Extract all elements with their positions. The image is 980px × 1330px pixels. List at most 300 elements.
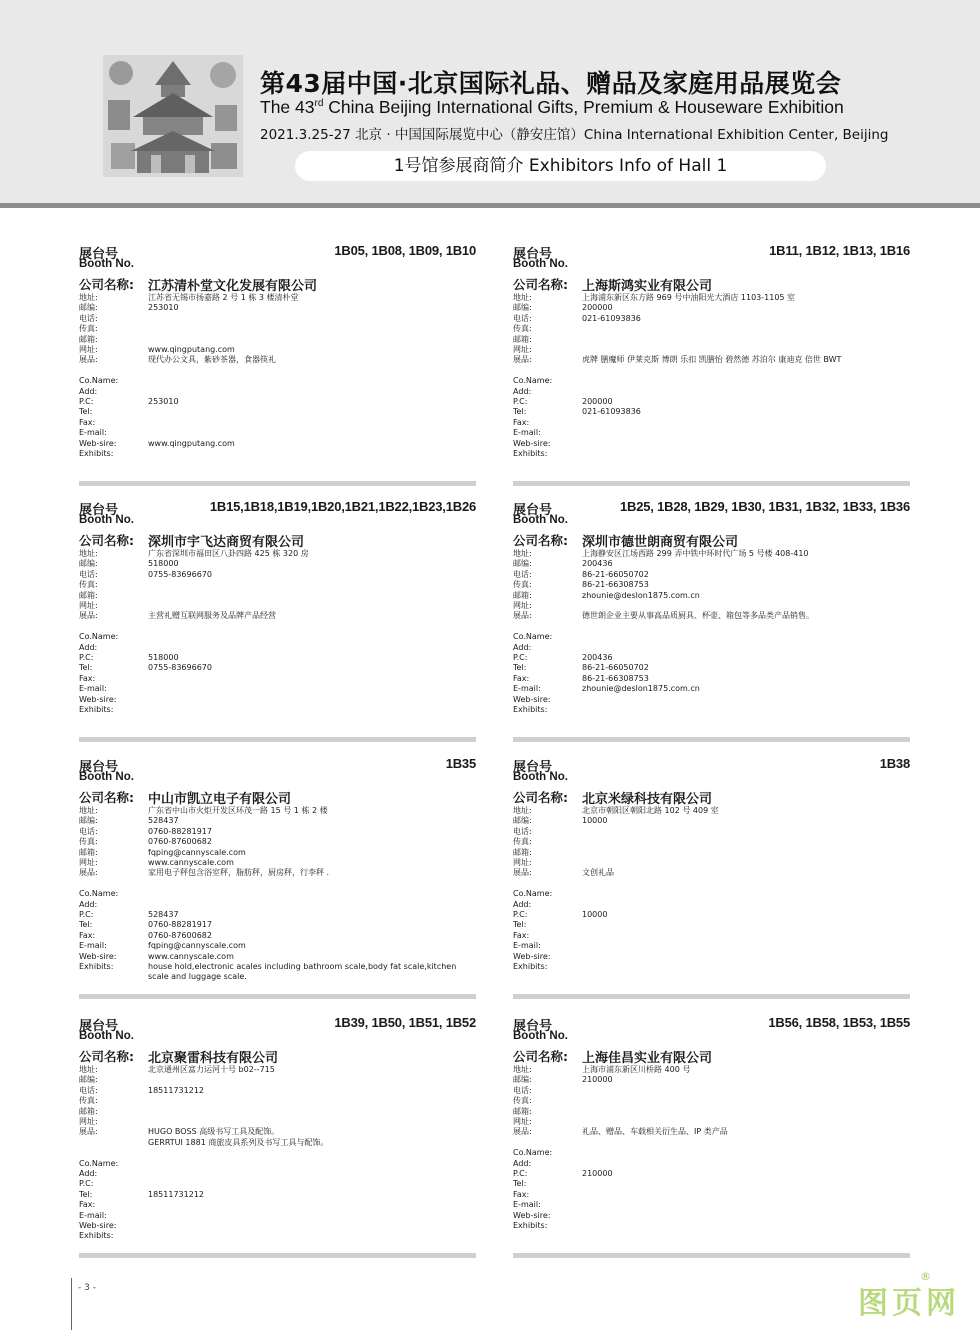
- cn-email-row: [79, 335, 476, 345]
- en-co-value: [148, 1159, 476, 1169]
- card-divider: [513, 737, 910, 742]
- cn-web-value: www.cannyscale.com: [148, 858, 234, 868]
- en-tel-value: 86-21-66050702: [582, 663, 649, 673]
- en-exh-value: [148, 449, 476, 459]
- en-web-label: Web-sire:: [79, 951, 117, 961]
- en-fax-label: Fax:: [79, 1200, 96, 1210]
- cn-web-row: [513, 345, 910, 355]
- cn-email-row: [513, 335, 910, 345]
- cn-post-value: [148, 1075, 476, 1085]
- cn-email-label: 邮箱:: [79, 590, 98, 600]
- cn-exh-label: 展品:: [79, 611, 98, 621]
- cn-addr-value: 上海静安区江场西路 299 弄中铁中环时代广场 5 号楼 408-410: [582, 549, 809, 558]
- cn-fax-value: [148, 1096, 476, 1106]
- cn-email-label: 邮箱:: [513, 847, 532, 857]
- en-fax-row: [513, 1190, 910, 1200]
- en-tel-label: Tel:: [79, 1189, 93, 1199]
- booth-label-cn: 展台号: [79, 247, 119, 262]
- en-pc-value: 518000: [148, 653, 179, 663]
- contact-fields: [79, 1065, 476, 1242]
- en-fax-value: [582, 418, 910, 428]
- cn-exh-label: 展品:: [513, 611, 532, 621]
- cn-exh-row: [513, 611, 910, 621]
- cn-web-row: [513, 601, 910, 611]
- contact-fields: [513, 1065, 910, 1231]
- en-exh-value: [148, 1231, 476, 1241]
- en-tel-row: [79, 1190, 476, 1200]
- registered-mark: ®: [920, 1270, 931, 1283]
- en-web-row: [513, 952, 910, 962]
- en-email-label: E-mail:: [79, 941, 107, 951]
- cn-post-value: 528437: [148, 816, 179, 826]
- exhibition-logo-icon: [103, 55, 243, 177]
- en-fax-value: [582, 1190, 910, 1200]
- cn-email-row: [513, 1107, 910, 1117]
- en-co-row: [79, 889, 476, 899]
- card-divider: [513, 481, 910, 486]
- booth-label-cn: 展台号: [79, 760, 119, 775]
- en-co-label: Co.Name:: [79, 889, 119, 899]
- cn-tel-row: [513, 570, 910, 580]
- en-co-value: [148, 632, 476, 642]
- cn-web-value: www.qingputang.com: [148, 345, 235, 355]
- en-fax-row: [513, 931, 910, 941]
- en-exh-row: [513, 449, 910, 459]
- en-tel-label: Tel:: [513, 1179, 527, 1189]
- cn-exh-label: 展品:: [513, 355, 532, 365]
- cn-addr-value: 广东省中山市火炬开发区环茂一路 15 号 1 栋 2 楼: [148, 806, 328, 815]
- booth-number: 1B25, 1B28, 1B29, 1B30, 1B31, 1B32, 1B33, 1B36: [620, 499, 910, 514]
- en-tel-row: [79, 407, 476, 417]
- booth-label-en: Booth No.: [513, 258, 568, 270]
- en-email-value: [582, 1200, 910, 1210]
- company-name: 北京米绿科技有限公司: [582, 792, 713, 807]
- en-web-value: [148, 695, 476, 705]
- contact-fields: [79, 293, 476, 459]
- en-add-value: [582, 1159, 910, 1169]
- cn-exh-row: [79, 1127, 476, 1148]
- en-pc-value: 10000: [582, 910, 608, 920]
- en-fax-label: Fax:: [79, 417, 96, 427]
- en-fax-value: [148, 674, 476, 684]
- cn-email-row: [79, 848, 476, 858]
- booth-number: 1B38: [879, 756, 910, 771]
- en-tel-label: Tel:: [513, 663, 527, 673]
- en-exh-row: [513, 962, 910, 972]
- cn-fax-label: 传真:: [79, 1096, 98, 1106]
- card-divider: [513, 994, 910, 999]
- cn-post-label: 邮编:: [79, 559, 98, 569]
- en-pc-value: 528437: [148, 910, 179, 920]
- cn-addr-row: [513, 293, 910, 303]
- en-fax-value: 0760-87600682: [148, 930, 212, 940]
- cn-fax-row: [513, 324, 910, 334]
- booth-label-en: Booth No.: [513, 514, 568, 526]
- cn-email-label: 邮箱:: [79, 1106, 98, 1116]
- en-pc-label: P.C:: [513, 910, 528, 920]
- cn-tel-label: 电话:: [513, 313, 532, 323]
- en-exh-label: Exhibits:: [79, 1231, 114, 1241]
- en-pc-row: [79, 653, 476, 663]
- cn-tel-label: 电话:: [513, 1085, 532, 1095]
- contact-fields: [513, 293, 910, 459]
- en-add-row: [79, 387, 476, 397]
- en-web-label: Web-sire:: [513, 694, 551, 704]
- en-email-value: [582, 941, 910, 951]
- en-add-row: [513, 1159, 910, 1169]
- en-pc-label: P.C:: [79, 910, 94, 920]
- booth-label-en: Booth No.: [79, 514, 134, 526]
- en-exh-value: house hold,electronic acales including bathroom scale,body fat scale,kitchen scale and luggage scale.: [148, 962, 459, 982]
- en-co-label: Co.Name:: [513, 376, 553, 386]
- cn-exh-value: HUGO BOSS 高级书写工具及配饰。 GERRTUI 1881 商旅皮具系列及书写工具与配饰。: [148, 1127, 329, 1147]
- cn-email-row: [513, 591, 910, 601]
- en-add-value: [148, 1169, 476, 1179]
- en-exh-row: [79, 705, 476, 715]
- cn-post-value: 200000: [582, 303, 613, 313]
- cn-fax-row: [513, 1096, 910, 1106]
- en-add-label: Add:: [513, 1158, 532, 1168]
- en-email-value: fqping@cannyscale.com: [148, 941, 246, 951]
- en-exh-label: Exhibits:: [513, 962, 548, 972]
- cn-fax-value: [582, 837, 910, 847]
- cn-exh-label: 展品:: [79, 868, 98, 878]
- booth-number: 1B15,1B18,1B19,1B20,1B21,1B22,1B23,1B26: [209, 499, 476, 514]
- cn-addr-label: 地址:: [513, 293, 532, 302]
- en-tel-value: 18511731212: [148, 1189, 204, 1199]
- en-pc-label: P.C:: [513, 397, 528, 407]
- en-web-label: Web-sire:: [513, 438, 551, 448]
- en-add-label: Add:: [79, 899, 98, 909]
- en-co-row: [513, 1148, 910, 1158]
- en-fax-value: [148, 1200, 476, 1210]
- en-add-label: Add:: [79, 642, 98, 652]
- company-label: 公司名称:: [79, 790, 134, 805]
- en-exh-label: Exhibits:: [79, 962, 114, 972]
- en-add-label: Add:: [513, 386, 532, 396]
- en-co-label: Co.Name:: [513, 1148, 553, 1158]
- cn-addr-row: [513, 1065, 910, 1075]
- booth-label-en: Booth No.: [513, 771, 568, 783]
- en-web-row: [513, 1211, 910, 1221]
- contact-fields: [513, 549, 910, 715]
- cn-fax-label: 传真:: [79, 580, 98, 590]
- en-tel-row: [513, 663, 910, 673]
- cn-fax-row: [513, 837, 910, 847]
- cn-addr-value: 广东省深圳市福田区八卦四路 425 栋 320 房: [148, 549, 309, 558]
- company-label: 公司名称:: [513, 790, 568, 805]
- cn-tel-row: [79, 570, 476, 580]
- en-fax-label: Fax:: [513, 673, 530, 683]
- en-add-row: [513, 387, 910, 397]
- en-exh-label: Exhibits:: [79, 449, 114, 459]
- cn-web-label: 网址:: [513, 1117, 532, 1127]
- en-co-row: [513, 632, 910, 642]
- cn-fax-value: [582, 1096, 910, 1106]
- en-tel-row: [513, 1179, 910, 1189]
- en-web-value: [582, 695, 910, 705]
- exhibitor-card: [513, 499, 910, 749]
- en-exh-value: [582, 705, 910, 715]
- en-co-label: Co.Name:: [513, 632, 553, 642]
- page-number: - 3 -: [78, 1283, 96, 1293]
- cn-tel-row: [513, 314, 910, 324]
- company-label: 公司名称:: [79, 533, 134, 548]
- en-web-label: Web-sire:: [79, 694, 117, 704]
- cn-tel-label: 电话:: [79, 313, 98, 323]
- en-tel-row: [79, 920, 476, 930]
- company-name: 上海斯鸿实业有限公司: [582, 279, 713, 294]
- en-fax-value: [582, 931, 910, 941]
- cn-post-row: [79, 303, 476, 313]
- en-email-row: [513, 1200, 910, 1210]
- cn-tel-value: 0760-88281917: [148, 826, 212, 836]
- cn-post-label: 邮编:: [513, 816, 532, 826]
- en-web-row: [79, 1221, 476, 1231]
- cn-addr-label: 地址:: [513, 806, 532, 815]
- en-fax-value: [148, 418, 476, 428]
- booth-number: 1B05, 1B08, 1B09, 1B10: [334, 243, 476, 258]
- exhibitor-card: [79, 243, 476, 493]
- en-exh-row: [79, 962, 476, 983]
- booth-number: 1B35: [445, 756, 476, 771]
- booth-label-cn: 展台号: [79, 503, 119, 518]
- watermark: 图页网: [858, 1286, 960, 1321]
- cn-web-label: 网址:: [79, 601, 98, 611]
- cn-addr-label: 地址:: [513, 1065, 532, 1074]
- cn-tel-value: [582, 1086, 910, 1096]
- en-fax-value: 86-21-66308753: [582, 673, 649, 683]
- en-pc-row: [513, 910, 910, 920]
- cn-exh-value: 文创礼品: [582, 868, 614, 878]
- en-web-row: [513, 439, 910, 449]
- booth-number: 1B11, 1B12, 1B13, 1B16: [769, 243, 910, 258]
- en-co-label: Co.Name:: [513, 889, 553, 899]
- en-pc-label: P.C:: [79, 653, 94, 663]
- cn-addr-row: [79, 1065, 476, 1075]
- cn-post-label: 邮编:: [513, 303, 532, 313]
- cn-exh-row: [79, 611, 476, 621]
- cn-fax-label: 传真:: [79, 837, 98, 847]
- booth-label-en: Booth No.: [513, 1030, 568, 1042]
- cn-web-label: 网址:: [79, 1117, 98, 1127]
- company-label: 公司名称:: [513, 533, 568, 548]
- en-co-row: [79, 1159, 476, 1169]
- company-label: 公司名称:: [513, 277, 568, 292]
- en-email-row: [79, 428, 476, 438]
- cn-email-label: 邮箱:: [79, 847, 98, 857]
- hall-title: 1号馆参展商简介 Exhibitors Info of Hall 1: [295, 151, 826, 181]
- en-web-label: Web-sire:: [79, 1221, 117, 1231]
- cn-tel-label: 电话:: [79, 1085, 98, 1095]
- cn-addr-row: [513, 806, 910, 816]
- cn-web-label: 网址:: [513, 345, 532, 355]
- cn-tel-row: [79, 1086, 476, 1096]
- cn-addr-value: 上海浦东新区东方路 969 号中油阳光大酒店 1103-1105 室: [582, 293, 796, 302]
- en-co-label: Co.Name:: [79, 632, 119, 642]
- en-fax-row: [79, 674, 476, 684]
- en-add-value: [582, 643, 910, 653]
- cn-post-value: 253010: [148, 303, 179, 313]
- cn-tel-row: [513, 1086, 910, 1096]
- cn-tel-value: 021-61093836: [582, 313, 641, 323]
- en-add-row: [513, 643, 910, 653]
- en-email-label: E-mail:: [513, 428, 541, 438]
- cn-addr-value: 北京通州区富力运河十号 b02--715: [148, 1065, 275, 1074]
- cn-fax-value: [148, 324, 476, 334]
- cn-fax-value: 86-21-66308753: [582, 580, 649, 590]
- cn-post-row: [79, 816, 476, 826]
- cn-fax-value: [582, 324, 910, 334]
- en-co-value: [148, 376, 476, 386]
- company-name: 北京聚雷科技有限公司: [148, 1051, 279, 1066]
- en-add-value: [148, 387, 476, 397]
- booth-label-cn: 展台号: [513, 247, 553, 262]
- exhibitor-card: [513, 1015, 910, 1265]
- exhibition-title-cn: 第43届中国·北京国际礼品、赠品及家庭用品展览会: [260, 69, 842, 98]
- en-email-label: E-mail:: [513, 1200, 541, 1210]
- exhibition-date-venue: 2021.3.25-27 北京 · 中国国际展览中心（静安庄馆）China International Exhibition Center, Beijing: [260, 127, 889, 143]
- cn-fax-value: 0760-87600682: [148, 837, 212, 847]
- cn-exh-value: 家用电子秤包含浴室秤，脂肪秤，厨房秤，行李秤 .: [148, 868, 330, 878]
- footer-divider: [71, 1278, 72, 1330]
- cn-fax-row: [79, 837, 476, 847]
- en-pc-row: [513, 397, 910, 407]
- en-add-label: Add:: [79, 1169, 98, 1179]
- cn-email-row: [79, 591, 476, 601]
- en-web-label: Web-sire:: [79, 438, 117, 448]
- card-divider: [79, 1253, 476, 1258]
- exhibitor-card: [79, 1015, 476, 1265]
- en-exh-label: Exhibits:: [513, 449, 548, 459]
- en-add-value: [582, 387, 910, 397]
- cn-web-value: [582, 858, 910, 868]
- exhibitor-card: [513, 756, 910, 1006]
- en-add-value: [148, 900, 476, 910]
- booth-label-cn: 展台号: [79, 1019, 119, 1034]
- en-add-row: [79, 900, 476, 910]
- cn-email-value: [582, 335, 910, 345]
- en-email-row: [513, 684, 910, 694]
- cn-tel-label: 电话:: [513, 569, 532, 579]
- cn-email-value: [148, 591, 476, 601]
- company-name: 深圳市宇飞达商贸有限公司: [148, 535, 305, 550]
- en-fax-label: Fax:: [513, 930, 530, 940]
- cn-addr-label: 地址:: [79, 806, 98, 815]
- cn-email-label: 邮箱:: [513, 590, 532, 600]
- en-email-row: [513, 941, 910, 951]
- cn-tel-row: [79, 314, 476, 324]
- en-email-row: [79, 684, 476, 694]
- en-web-value: [582, 439, 910, 449]
- en-exh-label: Exhibits:: [79, 705, 114, 715]
- en-add-value: [582, 900, 910, 910]
- cn-web-value: [582, 345, 910, 355]
- en-web-value: www.qingputang.com: [148, 438, 235, 448]
- cn-tel-value: [582, 827, 910, 837]
- en-fax-row: [513, 674, 910, 684]
- en-tel-value: 021-61093836: [582, 407, 641, 417]
- en-web-value: www.cannyscale.com: [148, 951, 234, 961]
- cn-tel-label: 电话:: [513, 826, 532, 836]
- en-add-row: [79, 643, 476, 653]
- booth-label-cn: 展台号: [513, 1019, 553, 1034]
- en-exh-value: [582, 1221, 910, 1231]
- en-exh-row: [79, 449, 476, 459]
- cn-post-value: 210000: [582, 1075, 613, 1085]
- cn-web-row: [79, 601, 476, 611]
- en-co-value: [582, 376, 910, 386]
- en-co-row: [79, 376, 476, 386]
- card-divider: [79, 737, 476, 742]
- en-exh-row: [513, 1221, 910, 1231]
- cn-post-label: 邮编:: [79, 1075, 98, 1085]
- en-fax-label: Fax:: [79, 930, 96, 940]
- en-tel-value: 0760-88281917: [148, 920, 212, 930]
- cn-email-value: [582, 848, 910, 858]
- cn-post-row: [79, 1075, 476, 1085]
- en-tel-value: [582, 920, 910, 930]
- cn-addr-label: 地址:: [79, 293, 98, 302]
- cn-fax-row: [79, 1096, 476, 1106]
- en-tel-label: Tel:: [79, 407, 93, 417]
- cn-tel-row: [79, 827, 476, 837]
- cn-tel-value: [148, 314, 476, 324]
- en-web-row: [79, 695, 476, 705]
- en-add-row: [513, 900, 910, 910]
- company-label: 公司名称:: [79, 277, 134, 292]
- en-web-row: [79, 952, 476, 962]
- card-divider: [79, 481, 476, 486]
- cn-web-label: 网址:: [513, 601, 532, 611]
- cn-addr-value: 北京市朝阳区朝阳北路 102 号 409 室: [582, 806, 719, 815]
- cn-post-label: 邮编:: [513, 559, 532, 569]
- en-pc-row: [79, 1179, 476, 1189]
- en-co-value: [582, 1148, 910, 1158]
- en-tel-value: [148, 407, 476, 417]
- cn-exh-label: 展品:: [513, 1127, 532, 1137]
- en-email-label: E-mail:: [79, 684, 107, 694]
- cn-web-value: [148, 1117, 476, 1127]
- cn-addr-value: 江苏省无锡市扬嘉路 2 号 1 栋 3 楼清朴堂: [148, 293, 299, 302]
- cn-web-label: 网址:: [79, 345, 98, 355]
- cn-post-value: 518000: [148, 559, 179, 569]
- booth-label-en: Booth No.: [79, 771, 134, 783]
- cn-web-value: [148, 601, 476, 611]
- en-exh-value: [582, 962, 910, 972]
- cn-tel-value: 18511731212: [148, 1085, 204, 1095]
- cn-addr-row: [79, 293, 476, 303]
- en-web-row: [79, 439, 476, 449]
- cn-email-value: [582, 1107, 910, 1117]
- en-tel-row: [513, 920, 910, 930]
- en-pc-value: [148, 1179, 476, 1189]
- cn-web-row: [79, 1117, 476, 1127]
- cn-exh-label: 展品:: [79, 1127, 98, 1137]
- cn-addr-value: 上海市浦东新区川桥路 400 号: [582, 1065, 691, 1074]
- cn-web-row: [79, 345, 476, 355]
- company-label: 公司名称:: [79, 1049, 134, 1064]
- en-fax-row: [79, 418, 476, 428]
- en-tel-value: [582, 1179, 910, 1189]
- en-pc-value: 253010: [148, 397, 179, 407]
- cn-post-value: 10000: [582, 816, 608, 826]
- cn-addr-label: 地址:: [79, 1065, 98, 1074]
- en-fax-label: Fax:: [513, 417, 530, 427]
- cn-web-row: [513, 858, 910, 868]
- company-name: 江苏清朴堂文化发展有限公司: [148, 279, 318, 294]
- contact-fields: [513, 806, 910, 972]
